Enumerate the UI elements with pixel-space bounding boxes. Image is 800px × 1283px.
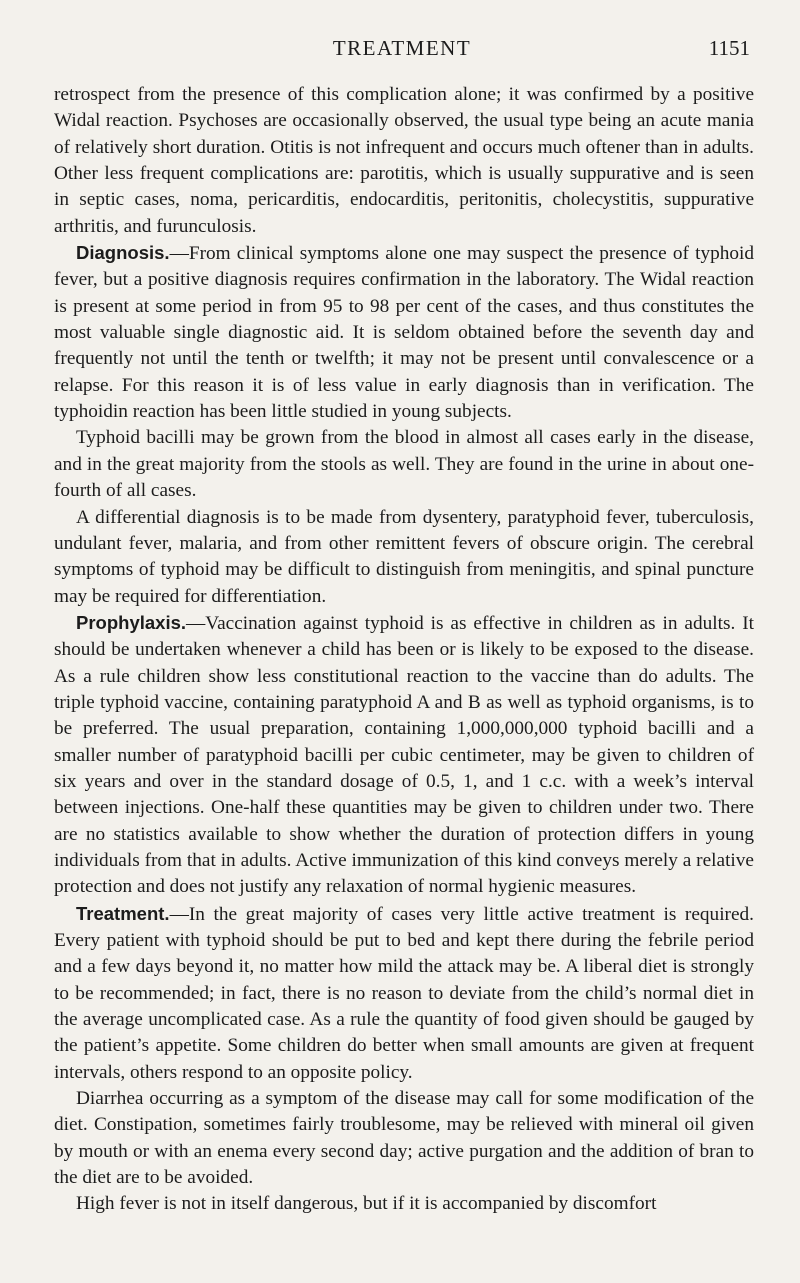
paragraph-text: Typhoid bacilli may be grown from the blood in almost all cases early in the disease, and in the great majority from the stools as well. They are found in the urine in about one-fourth of all cases.	[54, 427, 754, 502]
paragraph-prophylaxis	[54, 610, 754, 901]
page-header	[54, 36, 750, 66]
paragraph-treatment	[54, 901, 754, 1086]
paragraph-diagnosis	[54, 240, 754, 425]
paragraph-text: —In the great majority of cases very little active treatment is required. Every patient with typhoid should be put to bed and kept there during the febrile period and a few days beyond it, no matter how mild the attack may be. A liberal diet is strongly to be recommended; in fact, there is no reason to deviate from the child’s normal diet in the average uncomplicated case. As a rule the quantity of food given should be gauged by the patient’s appetite. Some children do better when small amounts are given at frequent intervals, others respond to an opposite policy.	[54, 903, 754, 1083]
paragraph-text: A differential diagnosis is to be made from dysentery, paratyphoid fever, tuberculosis, undulant fever, malaria, and from other remittent fevers of obscure origin. The cerebral symptoms of typhoid may be difficult to distinguish from meningitis, and spinal puncture may be required for differentiation.	[54, 506, 754, 607]
paragraph-text: —Vaccination against typhoid is as effective in children as in adults. It should be undertaken whenever a child has been or is likely to be exposed to the disease. As a rule children show less constitutional reaction to the vaccine than do adults. The triple typhoid vaccine, containing paratyphoid A and B as well as typhoid organisms, is to be preferred. The usual preparation, containing 1,000,000,000 typhoid bacilli and a smaller number of paratyphoid bacilli per cubic centimeter, may be given to children of six years and over in the standard dosage of 0.5, 1, and 1 c.c. with a week’s interval between injections. One-half these quantities may be given to children under two. There are no statistics available to show whether the duration of protection differs in young individuals from that in adults. Active immunization of this kind conveys merely a relative protection and does not justify any relaxation of normal hygienic measures.	[54, 612, 754, 898]
section-heading-prophylaxis: Prophylaxis.	[76, 611, 187, 633]
paragraph-text: —From clinical symptoms alone one may suspect the presence of typhoid fever, but a positive diagnosis requires confirmation in the laboratory. The Widal reaction is present at some period in from 95 to 98 per cent of the cases, and thus constitutes the most valuable single diagnostic aid. It is seldom obtained before the seventh day and frequently not until the tenth or twelfth; it may not be present until convalescence or a relapse. For this reason it is of less value in early diagnosis than in verification. The typhoidin reaction has been little studied in young subjects.	[54, 243, 754, 423]
page-number: 1151	[708, 36, 750, 60]
paragraph-text: High fever is not in itself dangerous, but if it is accompanied by discomfort	[76, 1193, 657, 1215]
paragraph-text: Diarrhea occurring as a symptom of the disease may call for some modification of the diet. Constipation, sometimes fairly troublesome, may be relieved with mineral oil given by mouth or with an enema every second day; active purgation and the addition of bran to the diet are to be avoided.	[54, 1088, 754, 1189]
paragraph-text: retrospect from the presence of this complication alone; it was confirmed by a positive Widal reaction. Psychoses are occasionally observed, the usual type being an acute mania of relatively short duration. Otitis is not infrequent and occurs much oftener than in adults. Other less frequent complications are: parotitis, which is usually suppurative and is seen in septic cases, noma, pericarditis, endocarditis, peritonitis, cholecystitis, suppurative arthritis, and furunculosis.	[54, 84, 754, 237]
body-text	[54, 82, 754, 1218]
paragraph-fever	[54, 1191, 754, 1217]
running-title: TREATMENT	[332, 36, 472, 60]
section-heading-treatment: Treatment.	[76, 902, 170, 924]
paragraph-bacilli	[54, 425, 754, 504]
paragraph-complications	[54, 82, 754, 240]
paragraph-diarrhea	[54, 1086, 754, 1191]
section-heading-diagnosis: Diagnosis.	[76, 242, 170, 264]
paragraph-differential	[54, 505, 754, 610]
